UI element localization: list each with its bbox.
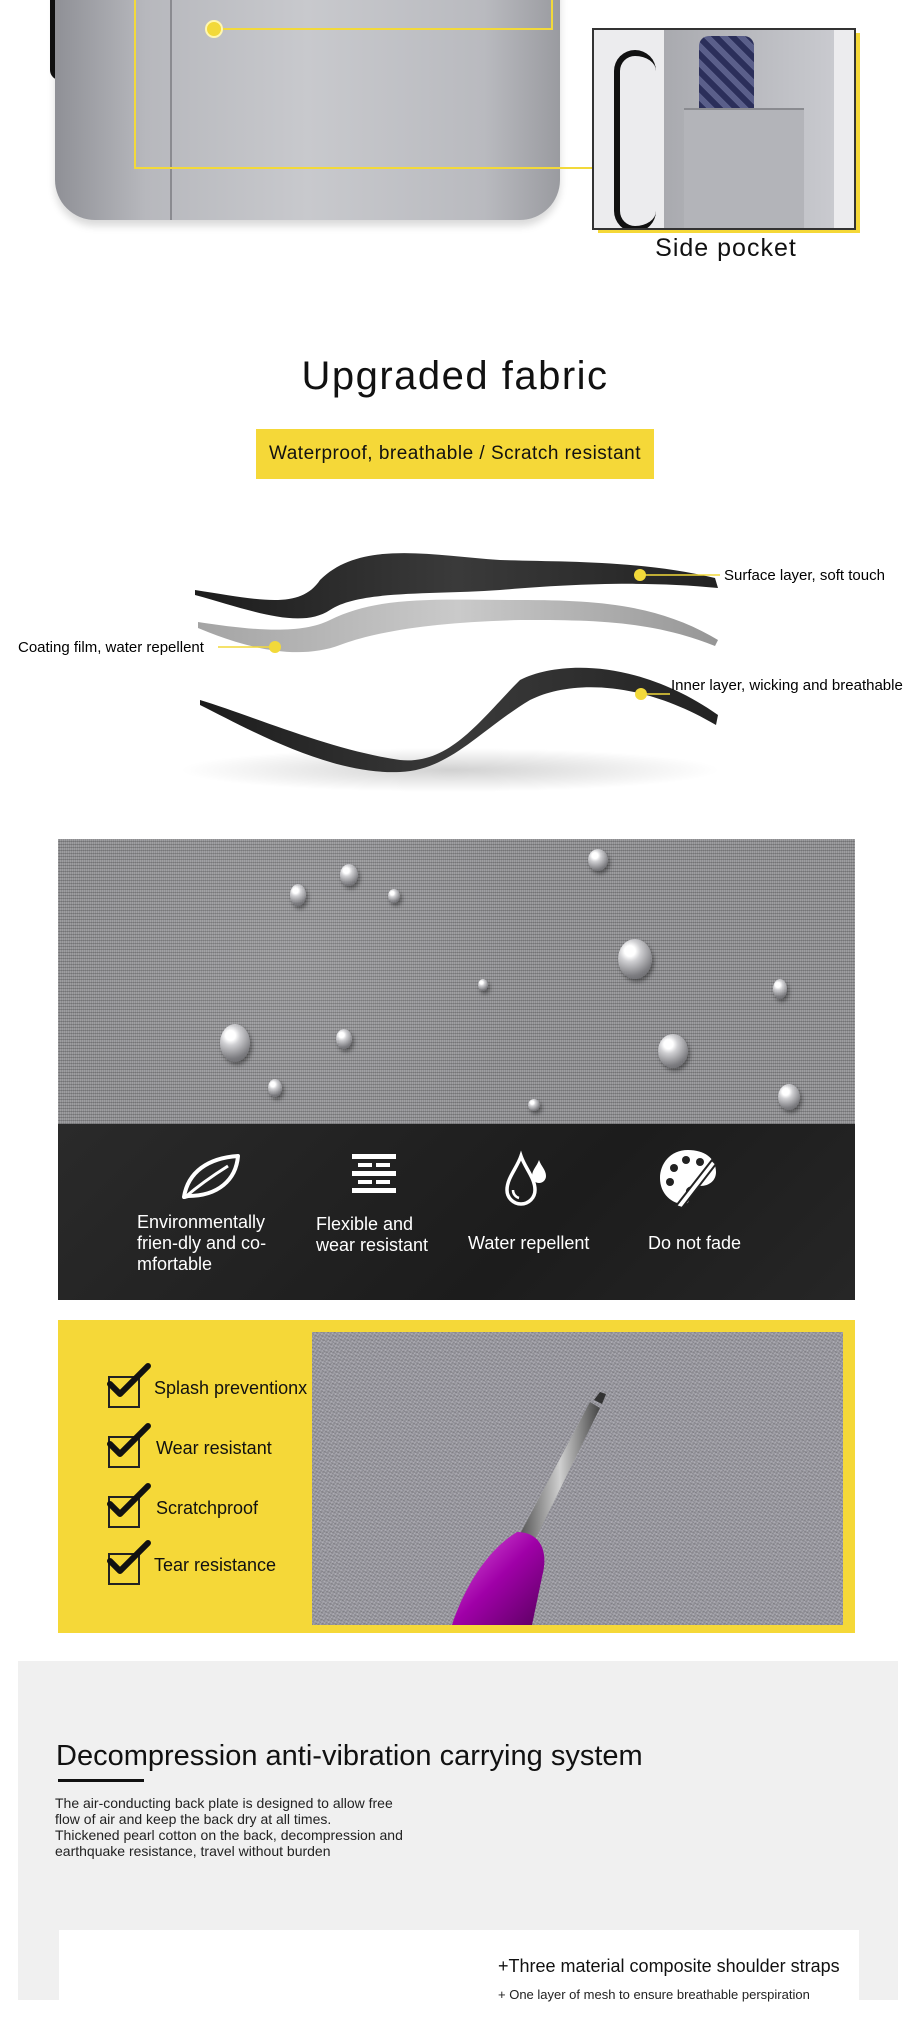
water-drop <box>388 889 400 903</box>
scratch-test-photo <box>312 1332 843 1625</box>
side-pocket-strap <box>614 50 656 230</box>
decompression-desc-line2: flow of air and keep the back dry at all times. <box>55 1811 332 1827</box>
title-underline <box>58 1779 144 1782</box>
water-drop <box>340 864 358 886</box>
side-pocket-caption: Side pocket <box>655 234 797 262</box>
checklist-item-label: Splash preventionx <box>154 1378 308 1398</box>
feature-eco-line2: frien-dly and co- <box>137 1233 267 1253</box>
features-bar <box>58 1124 855 1300</box>
feature-label-eco <box>137 1212 287 1275</box>
checklist-item-label: Tear resistance <box>154 1555 277 1575</box>
decompression-title: Decompression anti-vibration carrying system <box>56 1740 643 1772</box>
feature-label-fade: Do not fade <box>648 1233 742 1253</box>
coating-callout-dot <box>269 641 281 653</box>
shoulder-straps-subtitle: + One layer of mesh to ensure breathable perspiration <box>498 1987 810 2002</box>
water-drop <box>588 849 608 871</box>
checklist-item-label: Wear resistant <box>156 1438 272 1458</box>
checklist-item-label: Scratchproof <box>156 1498 259 1518</box>
water-drop <box>290 884 306 906</box>
water-repellent-fabric-photo <box>58 839 855 1124</box>
fabric-badge: Waterproof, breathable / Scratch resistant <box>256 429 654 479</box>
palette-icon <box>656 1146 720 1210</box>
coating-layer-label: Coating film, water repellent <box>18 639 204 656</box>
decompression-desc-line1: The air-conducting back plate is designed to allow free <box>55 1795 393 1811</box>
water-drop <box>778 1084 800 1110</box>
feature-eco-line3: mfortable <box>137 1254 213 1274</box>
callout-line <box>213 28 553 30</box>
water-drop <box>773 979 787 999</box>
water-drop <box>618 939 652 979</box>
inner-callout-dot <box>635 688 647 700</box>
fabric-title: Upgraded fabric <box>301 354 609 398</box>
water-drop <box>478 979 488 991</box>
side-pocket-image <box>592 28 856 230</box>
check-icon <box>106 1539 152 1579</box>
feature-eco-line1: Environmentally <box>137 1212 266 1232</box>
water-drop <box>220 1024 250 1062</box>
water-drop <box>268 1079 282 1097</box>
layers-lines-icon <box>350 1152 398 1200</box>
feature-flexible-line1: Flexible and <box>316 1214 414 1234</box>
water-drop <box>336 1029 352 1049</box>
feature-label-flexible <box>316 1214 456 1256</box>
backpack-image <box>55 0 560 220</box>
screwdriver-image <box>312 1332 843 1625</box>
water-drop-icon <box>503 1150 551 1208</box>
side-pocket <box>684 108 804 230</box>
water-drop <box>658 1034 688 1068</box>
backpack-seam <box>170 0 172 220</box>
fabric-layers-diagram <box>0 500 920 800</box>
surface-callout-dot <box>634 569 646 581</box>
inner-layer-label: Inner layer, wicking and breathable <box>671 677 903 694</box>
check-icon <box>106 1422 152 1462</box>
callout-line <box>551 0 553 30</box>
callout-dot <box>205 20 223 38</box>
decompression-description <box>55 1795 435 1859</box>
surface-layer-label: Surface layer, soft touch <box>724 567 885 584</box>
leaf-icon <box>178 1152 242 1202</box>
shoulder-straps-title: +Three material composite shoulder straps <box>498 1956 840 1976</box>
check-icon <box>106 1362 152 1402</box>
feature-flexible-line2: wear resistant <box>316 1235 429 1255</box>
callout-line <box>134 167 592 169</box>
feature-label-water: Water repellent <box>468 1233 590 1253</box>
callout-line <box>134 0 136 168</box>
check-icon <box>106 1482 152 1522</box>
water-drop <box>528 1099 540 1111</box>
decompression-desc-line3: Thickened pearl cotton on the back, decompression and <box>55 1827 403 1843</box>
decompression-desc-line4: earthquake resistance, travel without burden <box>55 1843 331 1859</box>
